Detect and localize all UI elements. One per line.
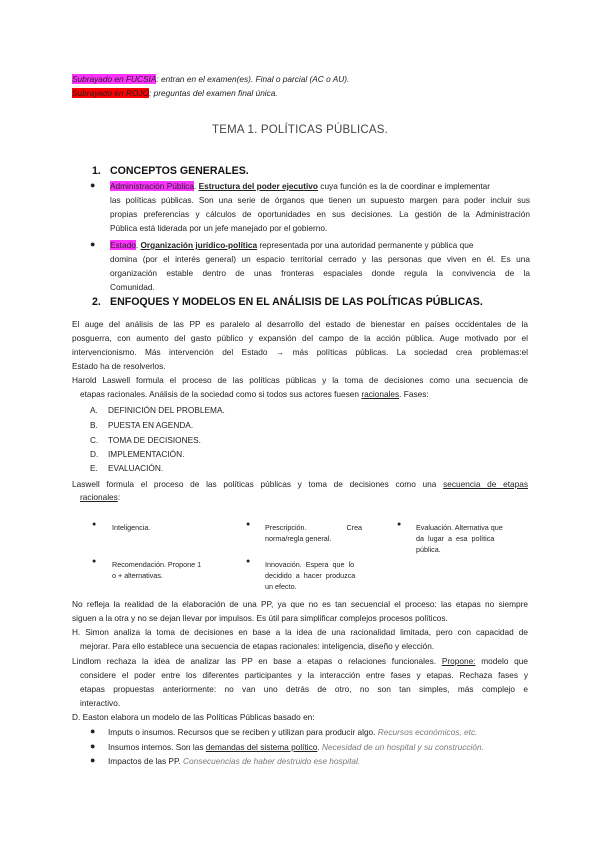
easton-item <box>108 741 484 754</box>
p1-line-0: El auge del análisis de las PP es paralelo al desarrollo del estado de bienestar en países occidentales de la <box>72 319 528 329</box>
legend-fuchsia-highlight: Subrayado en FUCSIA <box>72 74 157 84</box>
p3-text: Laswell formula el proceso de las políticas públicas y toma de decisiones como una <box>72 479 444 489</box>
item2-line-2: organización estable dentro de unas fronteras espaciales donde regula la convivencia de la <box>110 268 530 278</box>
section2-heading: ENFOQUES Y MODELOS EN EL ANÁLISIS DE LAS POLÍTICAS PÚBLICAS. <box>110 296 483 308</box>
easton-item <box>108 726 477 739</box>
p1-line-3: Estado ha de resolverlos. <box>72 361 166 371</box>
p6-after: modelo que <box>475 656 528 666</box>
item1-line-3: Pública está liderada por un jefe manejado por el gobierno. <box>110 223 328 233</box>
p6-text: Lindlom rechaza la idea de analizar las PP en base a etapas o relaciones funcionales. <box>72 656 442 666</box>
phase-item: IMPLEMENTACIÓN. <box>108 449 185 459</box>
p3-line-1 <box>80 491 120 504</box>
p6-underline: Propone: <box>441 656 476 666</box>
item1-line-1: las políticas públicas. Son una serie de órganos que tienen un supuesto margen para poder incluir sus <box>110 195 530 205</box>
easton-text: Imputs o insumos. Recursos que se reciben y utilizan para producir algo. <box>108 727 378 737</box>
easton-example: Recursos económicos, etc. <box>377 727 478 737</box>
bullet-icon: ● <box>92 521 97 528</box>
phase-letter: D. <box>90 449 99 459</box>
easton-example: Consecuencias de haber destruido ese hospital. <box>183 756 361 766</box>
item-admin-publica <box>110 180 530 193</box>
p2-text: etapas racionales. Análisis de la sociedad como si todos sus actores fuesen <box>80 389 362 399</box>
p2-line-1 <box>80 388 429 401</box>
stage-recomendacion-1: o + alternativas. <box>112 571 163 580</box>
p2-underline: racionales <box>361 389 400 399</box>
p6-line-0 <box>72 655 528 668</box>
bullet-icon: ● <box>90 741 96 751</box>
p6-line-1: considere el poder entre los diferentes participantes y la interacción entre fases y etapas. Rechaza fases y <box>80 670 528 680</box>
page-title: TEMA 1. POLÍTICAS PÚBLICAS. <box>211 124 389 136</box>
phase-letter: E. <box>90 463 98 473</box>
bullet-icon: ● <box>90 180 96 190</box>
stage-prescripcion-1: norma/regla general. <box>265 534 332 543</box>
p1-line-2: intervencionismo. Más intervención del Estado → más políticas públicas. La sociedad crea problemas:el <box>72 347 528 357</box>
section2-number: 2. <box>92 296 101 308</box>
easton-example: Necesidad de un hospital y su construcción. <box>322 742 484 752</box>
stage-prescripcion-0: Prescripción. Crea <box>265 523 363 532</box>
p3-underline-2: racionales <box>80 492 118 502</box>
stage-innovacion-0: Innovación. Espera que lo <box>265 560 355 569</box>
stage-evaluacion-1: da lugar a esa política <box>416 534 495 543</box>
item2-line-3: Comunidad. <box>110 282 155 292</box>
stage-evaluacion-0: Evaluación. Alternativa que <box>416 523 503 532</box>
phase-item: PUESTA EN AGENDA. <box>108 420 194 430</box>
term-estado: Estado <box>110 240 136 250</box>
term-admin-publica: Administración Pública <box>110 181 194 191</box>
phase-item: EVALUACIÓN. <box>108 463 164 473</box>
bullet-icon: ● <box>246 521 251 528</box>
item2-line-1: domina (por el interés general) un espacio territorial cerrado y las personas que viven en él. Es una <box>110 254 530 264</box>
def-admin-publica: Estructura del poder ejecutivo <box>198 181 318 191</box>
p3-underline: secuencia de etapas <box>443 479 528 489</box>
legend-line-red <box>72 87 278 100</box>
stage-evaluacion-2: pública. <box>416 545 441 554</box>
p6-line-3: interactivo. <box>80 698 121 708</box>
p4-line-1: siguen a la otra y no se dejan llevar por impulsos. Es útil para simplificar complejos procesos políticos. <box>72 613 448 623</box>
stage-inteligencia: Inteligencia. <box>112 523 151 532</box>
legend-fuchsia-text: : entran en el examen(es). Final o parcial (AC o AU). <box>156 74 350 84</box>
phase-item: TOMA DE DECISIONES. <box>108 435 201 445</box>
stage-innovacion-1: decidido a hacer produzca <box>265 571 356 580</box>
stage-recomendacion-0: Recomendación. Propone 1 <box>112 560 202 569</box>
p1-line-1: posguerra, con aumento del gasto público y expansión del campo de la acción pública. Auge motivado por el <box>72 333 528 343</box>
easton-underline: demandas del sistema político <box>205 742 318 752</box>
p3-line-0 <box>72 478 528 491</box>
bullet-icon: ● <box>92 558 97 565</box>
section1-number: 1. <box>92 165 101 177</box>
phase-letter: C. <box>90 435 99 445</box>
p2-line-0: Harold Laswell formula el proceso de las políticas públicas y la toma de decisiones como una secuencia de <box>72 375 528 385</box>
bullet-icon: ● <box>90 755 96 765</box>
legend-line-fuchsia <box>72 73 349 86</box>
phase-letter: A. <box>90 405 98 415</box>
p2-end: . Fases: <box>399 389 429 399</box>
bullet-icon: ● <box>90 239 96 249</box>
legend-red-highlight: Subrayado en ROJO <box>72 88 150 98</box>
p7: D. Easton elabora un modelo de las Políticas Públicas basado en: <box>72 712 315 722</box>
bullet-icon: ● <box>90 726 96 736</box>
section1-heading: CONCEPTOS GENERALES. <box>110 165 249 177</box>
easton-text: Insumos internos. Son las <box>108 742 206 752</box>
bullet-icon: ● <box>246 558 251 565</box>
p6-line-2: etapas propuestas anteriormente: no van uno detrás de otro, no son tan simples, más complejo e <box>80 684 528 694</box>
item1-line-0: cuya función es la de coordinar e implementar <box>317 181 491 191</box>
item-estado <box>110 239 530 252</box>
p5-line-0: H. Simon analiza la toma de decisiones en base a la idea de una racionalidad limitada, pero con capacidad de <box>72 627 528 637</box>
def-estado: Organización jurídico-política <box>140 240 258 250</box>
easton-text-2: . <box>317 742 323 752</box>
term-dot: . <box>135 240 139 250</box>
stage-innovacion-2: un efecto. <box>265 582 297 591</box>
term-dot: . <box>193 181 197 191</box>
legend-red-text: : preguntas del examen final única. <box>149 88 278 98</box>
item2-line-0: representada por una autoridad permanente y pública que <box>257 240 474 250</box>
p3-end: : <box>117 492 121 502</box>
item1-line-2: propias preferencias y cálculos de oportunidades en sus decisiones. La gestión de la Administración <box>110 209 530 219</box>
phase-item: DEFINICIÓN DEL PROBLEMA. <box>108 405 225 415</box>
bullet-icon: ● <box>397 521 402 528</box>
phase-letter: B. <box>90 420 98 430</box>
easton-text: Impactos de las PP. <box>108 756 184 766</box>
easton-item <box>108 755 360 768</box>
p4-line-0: No refleja la realidad de la elaboración de una PP, ya que no es tan secuencial el proceso: las etapas no siempre <box>72 599 528 609</box>
p5-line-1: mejorar. Para ello establece una secuencia de etapas racionales: inteligencia, diseño y elección. <box>80 641 435 651</box>
